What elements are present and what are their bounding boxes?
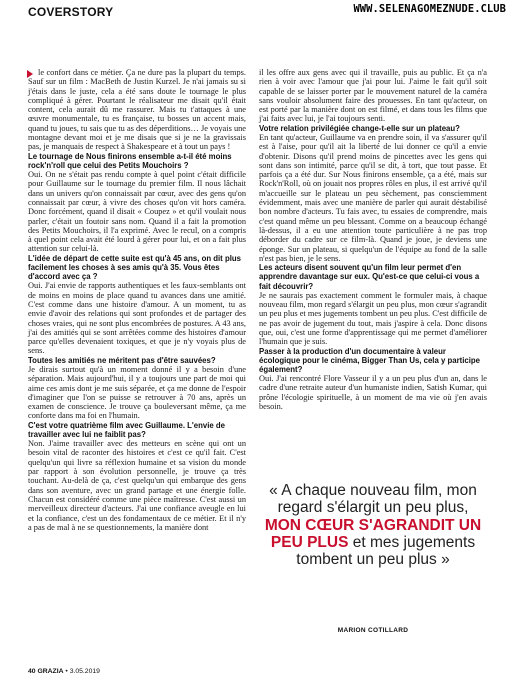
interview-question: Les acteurs disent souvent qu'un film leur permet d'en apprendre davantage sur eux. Qu'est-ce que celui-ci vous a fait découvrir? xyxy=(259,263,480,291)
interview-answer: Oui. J'ai envie de rapports authentiques et les faux-semblants ont de moins en moins de place quand tu avances dans une amitié. C'est comme dans une histoire d'amour. A un moment, tu as envie d'avoir des relations qui sont profondes et de partager des choses vraies, qui ne sont plus encombrées de postures. A 43 ans, j'ai des amitiés qui se sont arrêtées comme des histoires d'amour parce qu'elles devenaient toxiques, et que je n'y voyais plus de sens. xyxy=(28,281,246,356)
page-footer: 40 GRAZIA • 3.05.2019 xyxy=(28,668,100,675)
pull-quote-open: « A chaque nouveau film, mon regard s'élargit un peu plus, xyxy=(269,482,477,517)
issue-date: 3.05.2019 xyxy=(69,668,100,675)
interview-answer: il les offre aux gens avec qui il travaille, puis au public. Et ça n'a rien à voir avec l'amour que j'ai pour lui. J'aime le fait qu'il soit capable de se laisser porter par le mouvement naturel de la caméra sans vouloir absolument faire des prouesses. En tant qu'acteur, on est porté par la manière dont on est filmé, et dans tous les films que j'ai faits avec lui, je l'ai toujours senti. xyxy=(259,68,487,124)
article-left-column xyxy=(28,68,246,532)
interview-answer: Non. J'aime travailler avec des metteurs en scène qui ont un besoin vital de raconter des histoires et c'est ce qu'il fait. C'est quelqu'un qui livre sa réflexion humaine et sa vision du monde par rapport à son évolution personnelle, je trouve ça très touchant. Au-delà de ça, c'est quelqu'un qui embarque des gens dans son aventure, avec un grand partage et une énergie folle. Chacun est considéré comme une pièce maîtresse. C'est aussi un merveilleux directeur d'acteurs. J'ai une confiance aveugle en lui et la confiance, c'est un des fondamentaux de ce métier. Et il n'y a pas de mal à ne se questionnements, la manière dont xyxy=(28,439,246,532)
quote-author: MARION COTILLARD xyxy=(337,627,409,634)
pull-quote-close: et mes jugements tombent un peu plus » xyxy=(296,533,476,569)
interview-question: C'est votre quatrième film avec Guillaume. L'envie de travailler avec lui ne faiblit pas? xyxy=(28,420,225,439)
interview-question: Toutes les amitiés ne méritent pas d'être sauvées? xyxy=(28,355,216,365)
page-number: 40 xyxy=(28,668,36,675)
pull-quote-highlight: MON CŒUR S'AGRANDIT UN PEU PLUS xyxy=(264,516,482,551)
article-right-column xyxy=(259,68,487,411)
interview-answer: Oui. On ne s'était pas rendu compte à quel point c'était difficile pour Guillaume sur le tournage du premier film. Il nous lâchait dans un univers qu'on connaissait par cœur, avec des gens qu'on connaissait par cœur, à vivre des choses qu'on vit hors caméra. Donc forcément, quand il disait « Coupez » et qu'il voulait nous parler, c'était un foutoir sans nom. Quand il a fait la promotion des Petits Mouchoirs, il l'a exprimé. Avec le recul, on a compris à quel point cela avait été lourd à gérer pour lui, et on a fait plus attention sur celui-là. xyxy=(28,170,246,254)
magazine-name: GRAZIA xyxy=(37,668,64,675)
section-label: COVERSTORY xyxy=(28,5,114,19)
interview-answer: le confort dans ce métier. Ça ne dure pas la plupart du temps. Sauf sur un film : MacBeth de Justin Kurzel. Je n'ai jamais su si j'étais dans le juste, cela a été sans doute le tournage le plus compliqué à gérer. Pourtant le réalisateur me disait qu'il était content, cela aurait dû me rassurer. Mais tu t'attaques à une œuvre monumentale, tu es française, tu bosses un accent mais, quand tu joues, tu sais que tu as des déperditions… Je voyais une montagne devant moi et je me disais que si je ne la gravissais pas, je manquais de respect à Shakespeare et à tout un pays ! xyxy=(28,68,246,152)
pull-quote xyxy=(259,482,487,568)
interview-question: Passer à la production d'un documentaire à valeur écologique pour le cinéma, Bigger Than Us, cela y participe également? xyxy=(259,346,480,374)
interview-answer: Je dirais surtout qu'à un moment donné il y a besoin d'une séparation. Mais aujourd'hui, il y a toujours une part de moi qui aime ces amis dont je me suis séparée, et ça me donne de l'espoir d'imaginer que l'on se puisse se retrouver à 70 ans, après un examen de conscience. Je trouve ça bouleversant même, ça me conforte dans ma foi en l'humain. xyxy=(28,364,246,421)
interview-answer: Je ne saurais pas exactement comment le formuler mais, à chaque nouveau film, mon regard s'élargit un peu plus, mon cœur s'agrandit un peu plus et mes jugements tombent un peu plus. C'est difficile de ne pas avoir de jugement du tout, mais j'aspire à cela. Donc disons que, oui, c'est une forme d'apprentissage qui me permet d'améliorer l'humain que je suis. xyxy=(259,290,487,347)
interview-question: Votre relation privilégiée change-t-elle sur un plateau? xyxy=(259,123,460,133)
interview-question: L'idée de départ de cette suite est qu'à 45 ans, on dit plus facilement les choses à ses amis qu'à 35. Vous êtes d'accord avec ça ? xyxy=(28,253,241,282)
interview-answer: Oui. J'ai rencontré Flore Vasseur il y a un peu plus d'un an, dans le cadre d'une retraite auteur d'un humaniste indien, Satish Kumar, qui prône l'écologie spirituelle, à un moment de ma vie où j'en avais besoin. xyxy=(259,374,487,412)
interview-question: Le tournage de Nous finirons ensemble a-t-il été moins rock'n'roll que celui des Petits Mouchoirs ? xyxy=(28,151,232,170)
watermark: WWW.SELENAGOMEZNUDE.CLUB xyxy=(353,3,506,15)
interview-answer: En tant qu'acteur, Guillaume va en prendre soin, il va s'assurer qu'il est à l'aise, pour qu'il ait la liberté de lui donner ce qu'il a envie d'obtenir. Disons qu'il prend moins de pincettes avec les gens qui sont dans son intimité, parce qu'il se dit, à tort, que tout passe. Et parfois ça a été dur. Sur Nous finirons ensemble, ça a été, mais sur Rock'n'Roll, où on jouait nos propres rôles en plus, il est arrivé qu'il m'accueille sur le plateau un peu sèchement, pas consciemment évidemment, mais avec une manière de parler qui aurait déstabilisé bon nombre d'acteurs. Tu fais avec, tu essaies de comprendre, mais c'est quand même un peu blessant. Comme on a beaucoup échangé là-dessus, il a eu une attention toute particulière à ne pas trop déborder du cadre sur ce film-là. Quand je joue, je deviens une éponge. Sur un plateau, si quelqu'un de l'équipe au fond de la salle n'est pas bien, je le sens. xyxy=(259,132,487,263)
